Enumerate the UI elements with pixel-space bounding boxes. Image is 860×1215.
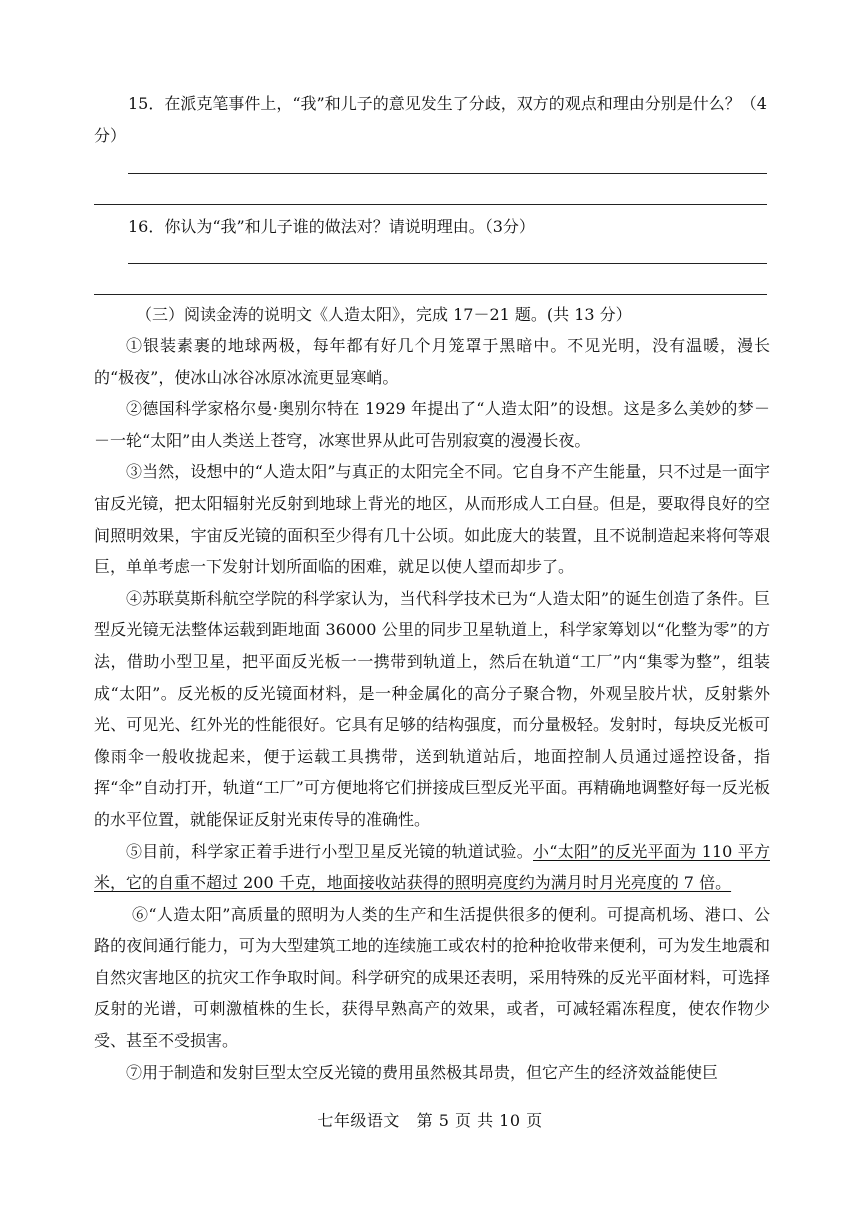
passage-heading: （三）阅读金涛的说明文《人造太阳》，完成 17－21 题。(共 13 分）: [136, 305, 632, 324]
question-16: 16．你认为“我”和儿子谁的做法对？请说明理由。（3分）: [128, 217, 535, 236]
answer-line-16-a[interactable]: [128, 263, 767, 264]
reading-passage: [94, 300, 770, 1088]
footer-page-number: 第 5 页 共 10 页: [416, 1111, 543, 1130]
footer-subject: 七年级语文: [317, 1111, 400, 1130]
paragraph-3: ③当然，设想中的“人造太阳”与真正的太阳完全不同。它自身不产生能量，只不过是一面宇宙反光镜，把太阳辐射光反射到地球上背光的地区，从而形成人工白昼。但是，要取得良好的空间照明效果，宇宙反光镜的面积至少得有几十公顷。如此庞大的装置，且不说制造起来将何等艰巨，单单考虑一下发射计划所面临的困难，就足以使人望而却步了。: [94, 462, 770, 577]
paragraph-6: ⑥“人造太阳”高质量的照明为人类的生产和生活提供很多的便利。可提高机场、港口、公路的夜间通行能力，可为大型建筑工地的连续施工或农村的抢种抢收带来便利，可为发生地震和自然灾害地区的抗灾工作争取时间。科学研究的成果还表明，采用特殊的反光平面材料，可选择反射的光谱，可刺激植株的生长，获得早熟高产的效果，或者，可减轻霜冻程度，使农作物少受、甚至不受损害。: [94, 904, 770, 1051]
page-footer: [0, 1108, 860, 1131]
question-15: 15．在派克笔事件上，“我”和儿子的意见发生了分歧，双方的观点和理由分别是什么？（4分）: [94, 94, 767, 145]
paragraph-5-underlined: 小“太阳”的反光平面为 110 平方米，它的自重不超过 200 千克，地面接收站获得的照明亮度约为满月时月光亮度的 7 倍。: [94, 841, 770, 893]
paragraph-2: ②德国科学家格尔曼·奥别尔特在 1929 年提出了“人造太阳”的设想。这是多么美妙的梦－－一轮“太阳”由人类送上苍穹，冰寒世界从此可告别寂寞的漫漫长夜。: [94, 399, 770, 450]
paragraph-5: [94, 836, 770, 899]
answer-line-15-b[interactable]: [94, 204, 767, 205]
paragraph-1: ①银装素裹的地球两极，每年都有好几个月笼罩于黑暗中。不见光明，没有温暖，漫长的“极夜”，使冰山冰谷冰原冰流更显寒峭。: [94, 336, 770, 387]
answer-line-16-b[interactable]: [94, 294, 767, 295]
paragraph-5-text: ⑤目前，科学家正着手进行小型卫星反光镜的轨道试验。: [126, 841, 533, 861]
answer-line-15-a[interactable]: [128, 173, 767, 174]
paragraph-4: ④苏联莫斯科航空学院的科学家认为，当代科学技术已为“人造太阳”的诞生创造了条件。巨型反光镜无法整体运载到距地面 36000 公里的同步卫星轨道上，科学家筹划以“化整为零”的方法，借助小型卫星，把平面反光板一一携带到轨道上，然后在轨道“工厂”内“集零为整”，组装成“太阳”。反光板的反光镜面材料，是一种金属化的高分子聚合物，外观呈胶片状，反射紫外光、可见光、红外光的性能很好。它具有足够的结构强度，而分量极轻。发射时，每块反光板可像雨伞一般收拢起来，便于运载工具携带，送到轨道站后，地面控制人员通过遥控设备，指挥“伞”自动打开，轨道“工厂”可方便地将它们拼接成巨型反光平面。再精确地调整好每一反光板的水平位置，就能保证反射光束传导的准确性。: [94, 588, 770, 829]
paragraph-7: ⑦用于制造和发射巨型太空反光镜的费用虽然极其昂贵，但它产生的经济效益能使巨: [126, 1062, 719, 1082]
